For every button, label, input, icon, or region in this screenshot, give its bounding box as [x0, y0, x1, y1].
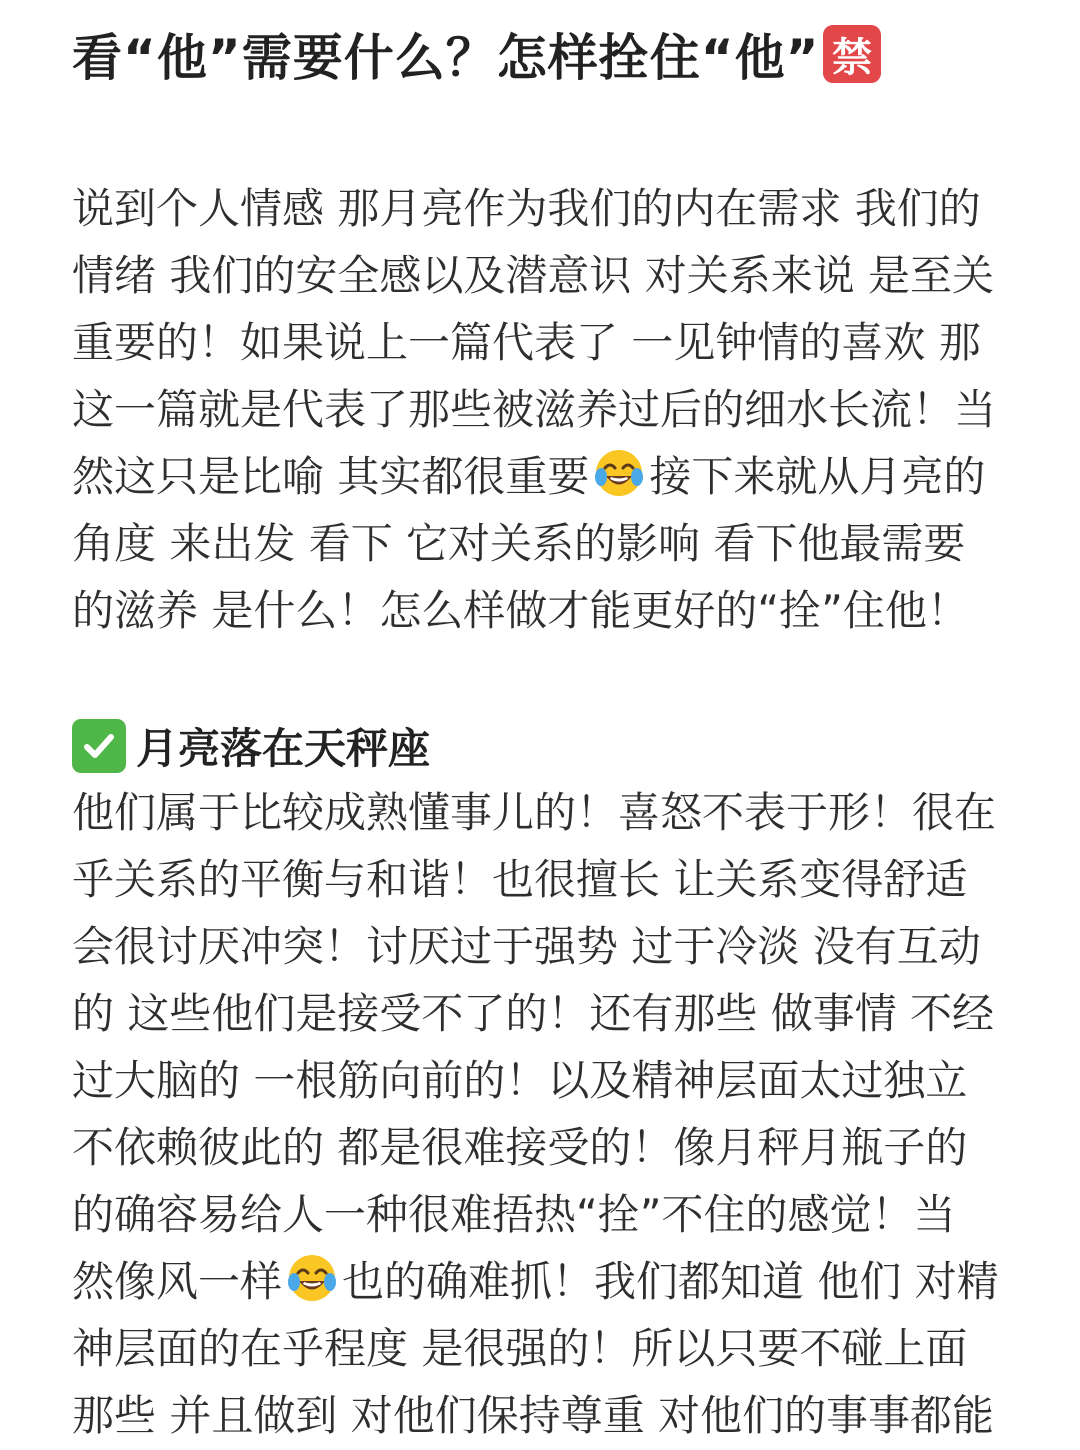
- intro-line-1: 说到个人情感 那月亮作为我们的内在需求 我们的: [72, 184, 981, 233]
- section-heading-text: 月亮落在天秤座: [136, 724, 431, 773]
- section-line-5: 过大脑的 一根筋向前的！以及精神层面太过独立: [72, 1056, 968, 1105]
- intro-line-5-part-2: 接下来就从月亮的: [649, 452, 986, 501]
- section-line-9: 神层面的在乎程度 是很强的！所以只要不碰上面: [72, 1324, 968, 1373]
- page-title: [72, 20, 881, 88]
- tears-of-joy-emoji-icon: [286, 1252, 338, 1304]
- intro-line-2: 情绪 我们的安全感以及潜意识 对关系来说 是至关: [72, 251, 995, 300]
- section-line-3: 会很讨厌冲突！讨厌过于强势 过于冷淡 没有互动: [72, 922, 981, 971]
- intro-line-3: 重要的！如果说上一篇代表了 一见钟情的喜欢 那: [72, 318, 981, 367]
- tears-of-joy-emoji-icon: [593, 447, 645, 499]
- section-line-1: 他们属于比较成熟懂事儿的！喜怒不表于形！很在: [72, 788, 997, 837]
- section-line-8-part-2: 也的确难抓！我们都知道 他们 对精: [342, 1257, 999, 1306]
- section-line-8-part-1: 然像风一样: [72, 1257, 283, 1306]
- intro-line-6: 角度 来出发 看下 它对关系的影响 看下他最需要: [72, 519, 966, 568]
- intro-line-5: [72, 443, 985, 511]
- intro-line-4: 这一篇就是代表了那些被滋养过后的细水长流！当: [72, 385, 997, 434]
- intro-line-5-part-1: 然这只是比喻 其实都很重要: [72, 452, 590, 501]
- section-line-10: 那些 并且做到 对他们保持尊重 对他们的事事都能: [72, 1391, 995, 1440]
- check-mark-icon: [72, 719, 126, 773]
- section-line-6: 不依赖彼此的 都是很难接受的！像月秤月瓶子的: [72, 1123, 968, 1172]
- section-heading: [72, 712, 430, 780]
- section-line-8: [72, 1248, 999, 1316]
- section-line-4: 的 这些他们是接受不了的！还有那些 做事情 不经: [72, 989, 995, 1038]
- section-line-2: 乎关系的平衡与和谐！也很擅长 让关系变得舒适: [72, 855, 968, 904]
- section-line-7: 的确容易给人一种很难捂热“拴”不住的感觉！当: [72, 1190, 956, 1239]
- intro-line-7: 的滋养 是什么！怎么样做才能更好的“拴”住他！: [72, 586, 969, 635]
- title-text: 看“他”需要什么？怎样拴住“他”: [72, 29, 820, 87]
- prohibited-badge-icon: 禁: [823, 25, 881, 83]
